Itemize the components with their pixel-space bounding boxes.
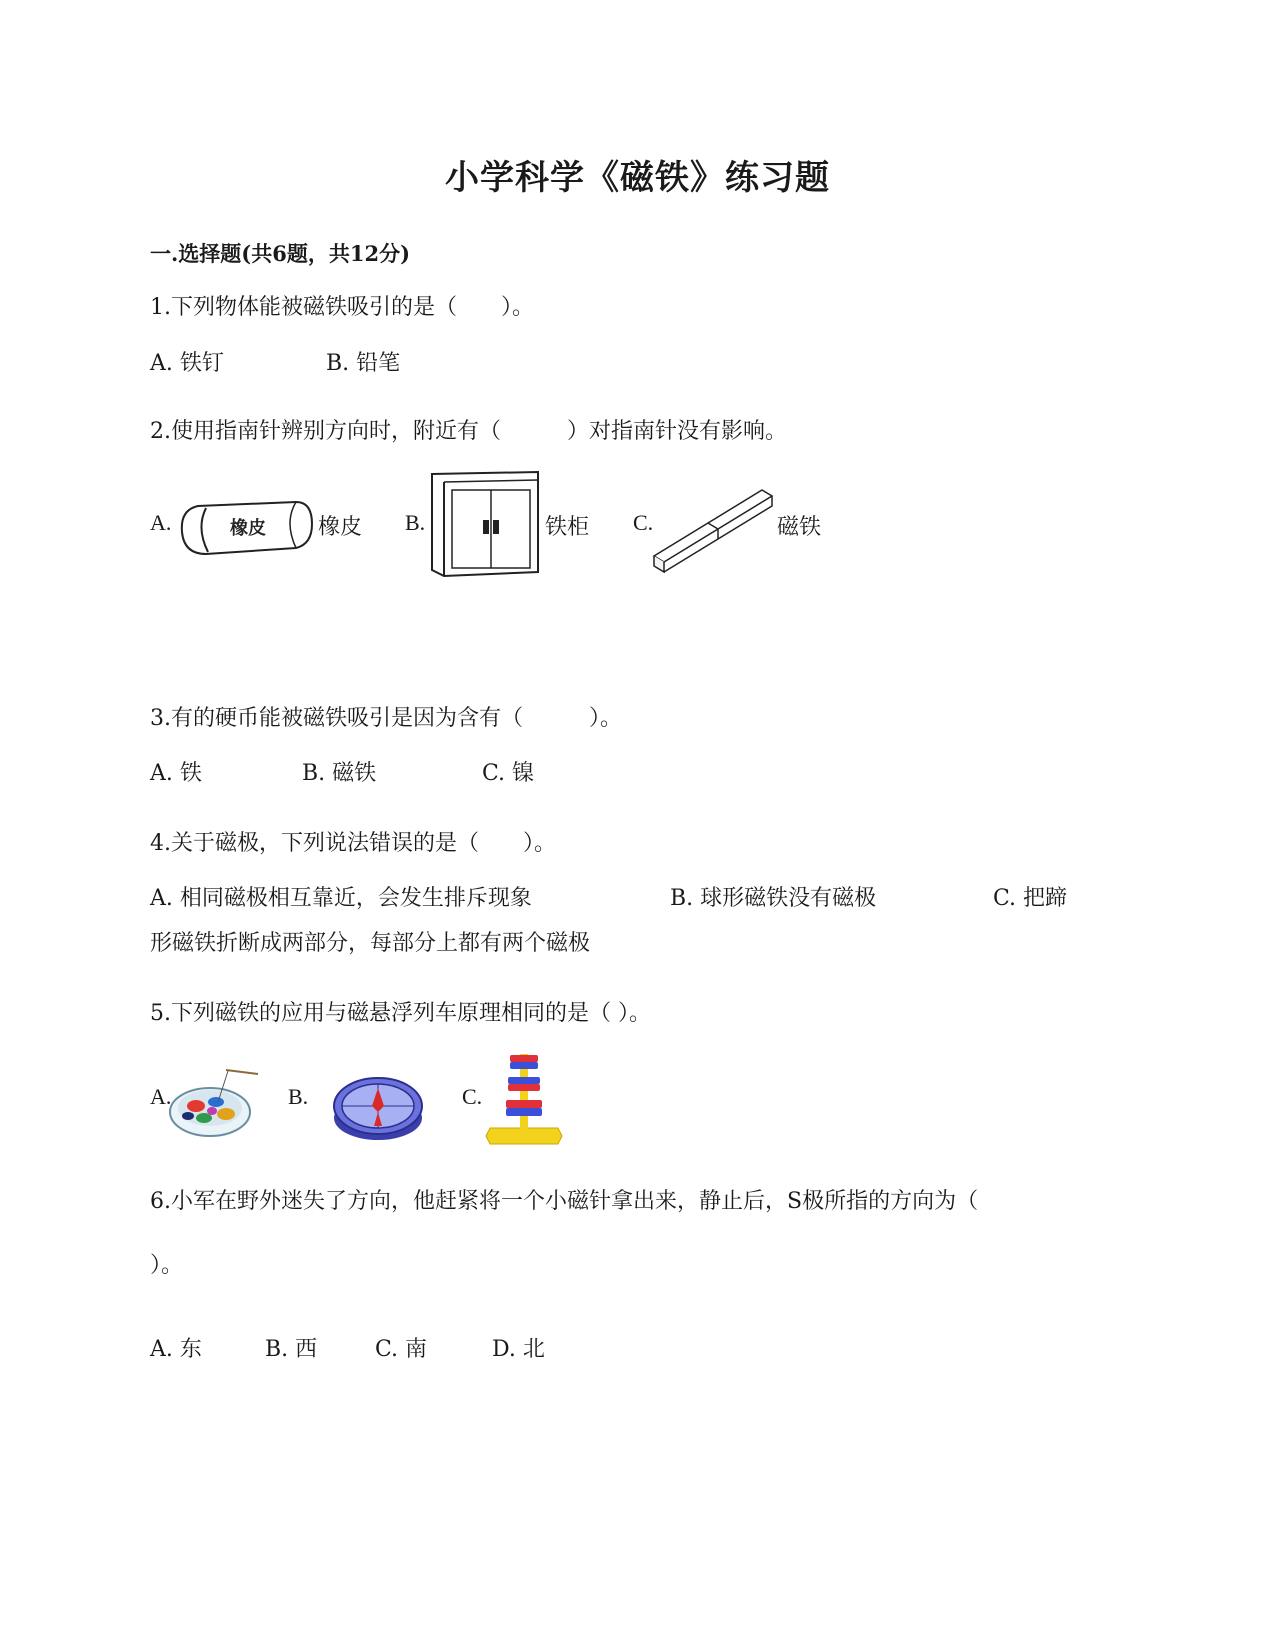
section-heading: 一.选择题(共6题，共12分)	[150, 241, 411, 266]
compass-illustration	[330, 1060, 426, 1146]
q4-option-a: A. 相同磁极相互靠近，会发生排斥现象	[150, 886, 532, 911]
question-6-line-2: ）。	[150, 1253, 184, 1278]
q6-option-a: A. 东	[150, 1337, 202, 1362]
q4-option-c-part1: C. 把蹄	[993, 886, 1068, 911]
q5-option-c-letter: C.	[462, 1084, 483, 1109]
q5-option-a-letter: A.	[150, 1084, 172, 1109]
question-4: 4.关于磁极，下列说法错误的是（ ）。	[150, 831, 556, 856]
bar-magnet-illustration	[650, 484, 778, 574]
page-title: 小学科学《磁铁》练习题	[445, 158, 830, 198]
eraser-illustration	[178, 498, 322, 560]
q3-option-c: C. 镍	[482, 761, 535, 786]
magnetic-fishing-toy-illustration	[166, 1062, 262, 1142]
q6-option-c: C. 南	[375, 1337, 428, 1362]
q6-option-b: B. 西	[265, 1337, 318, 1362]
question-2: 2.使用指南针辨别方向时，附近有（ ）对指南针没有影响。	[150, 419, 787, 444]
q2-option-a-letter: A.	[150, 510, 172, 535]
q6-option-d: D. 北	[492, 1337, 545, 1362]
q5-option-b-letter: B.	[288, 1084, 309, 1109]
question-1: 1.下列物体能被磁铁吸引的是（ ）。	[150, 295, 534, 320]
question-3: 3.有的硬币能被磁铁吸引是因为含有（ ）。	[150, 706, 622, 731]
magnetic-levitation-rings-illustration	[482, 1050, 566, 1146]
q4-option-c-part2: 形磁铁折断成两部分，每部分上都有两个磁极	[150, 931, 591, 956]
question-5: 5.下列磁铁的应用与磁悬浮列车原理相同的是（ ）。	[150, 1001, 651, 1026]
eraser-text: 橡皮	[230, 518, 266, 539]
q2-option-b-label: 铁柜	[545, 514, 590, 539]
q1-option-a: A. 铁钉	[150, 351, 224, 376]
q2-option-a-label: 橡皮	[318, 514, 363, 539]
iron-cabinet-illustration	[428, 470, 544, 580]
question-6-line-1: 6.小军在野外迷失了方向，他赶紧将一个小磁针拿出来，静止后，S极所指的方向为（	[150, 1189, 979, 1214]
q2-option-b-letter: B.	[405, 510, 426, 535]
q3-option-b: B. 磁铁	[302, 761, 377, 786]
q2-option-c-label: 磁铁	[777, 514, 822, 539]
q3-option-a: A. 铁	[150, 761, 202, 786]
q1-option-b: B. 铅笔	[326, 351, 401, 376]
q4-option-b: B. 球形磁铁没有磁极	[670, 886, 877, 911]
q2-option-c-letter: C.	[633, 510, 654, 535]
